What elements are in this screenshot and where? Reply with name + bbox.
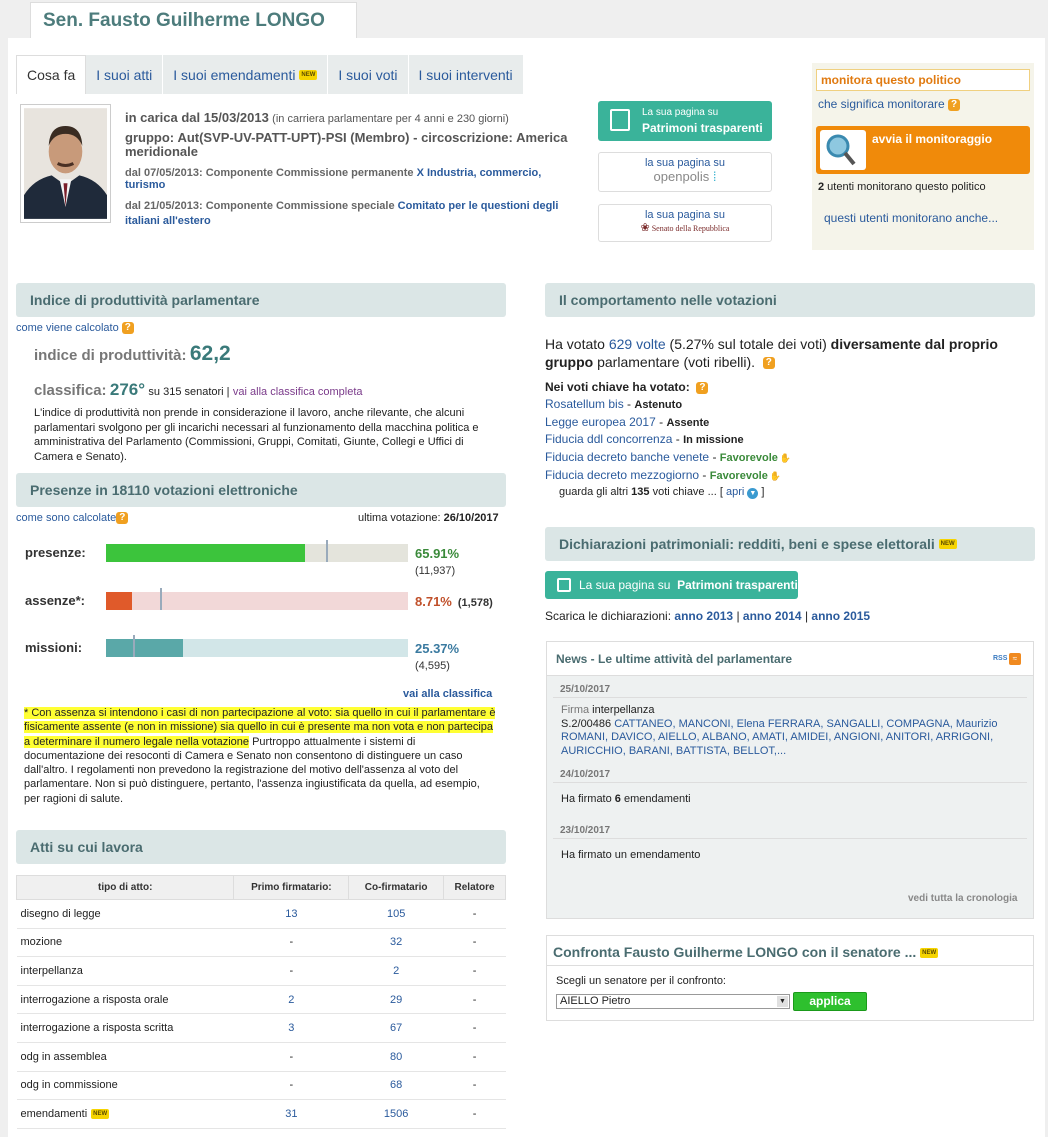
atti-table — [16, 875, 506, 1129]
cell-cofirm[interactable]: 105 — [349, 900, 444, 929]
scarica-row: Scarica le dichiarazioni: anno 2013 | anno 2014 | anno 2015 — [545, 609, 871, 623]
cell-relatore: - — [444, 900, 506, 929]
indice-row — [34, 342, 231, 366]
monitor-count — [818, 181, 986, 193]
dichiarazioni-pt-button[interactable] — [545, 571, 798, 599]
senator-info — [125, 110, 580, 229]
senator-photo — [20, 104, 111, 223]
classifica-row — [34, 380, 363, 400]
help-icon[interactable]: ? — [696, 382, 708, 394]
cell-cofirm[interactable]: 32 — [349, 928, 444, 957]
chevron-down-icon[interactable]: ▼ — [777, 996, 788, 1007]
patrimoni-trasparenti-button[interactable] — [598, 101, 772, 141]
news-item — [547, 698, 1033, 758]
bar-fill — [106, 544, 305, 562]
atti-header: Atti su cui lavora — [16, 830, 506, 864]
new-badge: NEW — [940, 541, 955, 547]
cell-relatore: - — [444, 957, 506, 986]
vai-classifica-link[interactable] — [403, 688, 492, 700]
bar-track — [106, 592, 408, 610]
monitor-help-link[interactable]: che significa monitorare — [818, 97, 945, 111]
page-title: Sen. Fausto Guilherme LONGO — [43, 10, 325, 31]
chiave-item — [545, 397, 791, 415]
bar-count: (1,578) — [457, 597, 493, 609]
table-row — [17, 985, 506, 1014]
bar-label: assenze*: — [25, 593, 85, 608]
summary-text: Ha votato — [545, 336, 609, 352]
chiave-item — [545, 415, 791, 433]
chiave-vote: Astenuto — [634, 399, 683, 411]
table-row — [17, 1100, 506, 1129]
chiave-link[interactable]: Legge europea 2017 — [545, 414, 656, 429]
cell-primo: - — [234, 957, 349, 986]
cronologia-link[interactable]: vedi tutta la cronologia — [908, 893, 1018, 904]
monitor-count-text: utenti monitorano questo politico — [824, 181, 986, 193]
cell-tipo: interrogazione a risposta orale — [17, 985, 234, 1014]
cell-relatore: - — [444, 985, 506, 1014]
news-title: News - Le ultime attività del parlamentare — [556, 652, 793, 666]
comm1-link[interactable]: X Industria, commercio, turismo — [125, 167, 542, 191]
monitor-title: monitora questo politico — [816, 69, 1030, 91]
bar-percent: 25.37% — [415, 641, 460, 656]
col-relatore: Relatore — [444, 876, 506, 900]
comm1-label: dal 07/05/2013: Componente Commissione permanente — [125, 167, 414, 179]
carriera-suffix: ) — [505, 113, 509, 125]
chiave-vote: Favorevole — [709, 469, 768, 482]
applica-button[interactable]: applica — [793, 992, 867, 1011]
news-item: Ha firmato un emendamento — [561, 849, 701, 861]
cell-primo[interactable]: 2 — [234, 985, 349, 1014]
circ-label: - circoscrizione: — [409, 130, 513, 145]
separator: - — [655, 414, 667, 429]
openpolis-button[interactable] — [598, 152, 772, 192]
tab-label: I suoi interventi — [418, 66, 513, 83]
footnote-highlight: * Con assenza si intendono i casi di non partecipazione al voto: sia quello in cui il parlamentare è fisicamente assente (e non in missione) sia quello in cui è presente ma non vota e non partecipa a determinare il numero legale nella votazione — [24, 707, 496, 748]
chiave-vote: Favorevole — [719, 452, 778, 465]
tab-interventi[interactable] — [409, 55, 524, 94]
cell-cofirm[interactable]: 67 — [349, 1014, 444, 1043]
presenze-footnote — [24, 706, 498, 806]
volte-link[interactable]: 629 volte — [608, 336, 666, 352]
pt-big-label: Patrimoni trasparenti — [642, 121, 763, 135]
cell-tipo: odg in assemblea — [17, 1042, 234, 1071]
news-date: 25/10/2017 — [553, 682, 1027, 698]
tab-label: Cosa fa — [27, 67, 76, 83]
classifica-su: su 315 senatori | — [148, 386, 230, 398]
table-row — [17, 1071, 506, 1100]
senato-wordmark: Senato della Repubblica — [651, 224, 730, 233]
come-calcolato-link[interactable]: come viene calcolato — [16, 322, 119, 334]
senato-logo — [599, 221, 771, 234]
dich-pt-label — [579, 578, 798, 592]
classifica-label: classifica: — [34, 382, 107, 399]
cell-cofirm[interactable]: 29 — [349, 985, 444, 1014]
carriera-prefix: (in carriera parlamentare per — [272, 113, 415, 125]
section-tabs — [16, 55, 524, 94]
cell-tipo: emendamenti NEW — [17, 1100, 234, 1129]
confronta-title: Confronta Fausto Guilherme LONGO con il senatore ... — [553, 944, 917, 960]
indice-label: indice di produttività: — [34, 347, 187, 364]
cell-primo: - — [234, 1042, 349, 1071]
ultima-votazione — [358, 512, 499, 524]
chiave-link[interactable]: Fiducia ddl concorrenza — [545, 432, 673, 447]
produttivita-come — [16, 322, 134, 334]
magnifier-icon — [820, 130, 866, 170]
news-date: 23/10/2017 — [553, 823, 1027, 839]
news-item — [547, 783, 1033, 818]
dichiarazioni-header — [545, 527, 1035, 561]
carriera-link[interactable]: 4 anni e 230 giorni — [414, 113, 506, 125]
votazioni-header: Il comportamento nelle votazioni — [545, 283, 1035, 317]
monitor-magnifier-icon — [820, 130, 866, 170]
come-calcolate-link[interactable]: come sono calcolate — [16, 512, 117, 524]
atto-code: S.2/00486 — [561, 717, 615, 730]
separator: - — [672, 432, 684, 447]
comm2-link[interactable]: Comitato per le questioni degli italiani all'estero — [125, 200, 559, 227]
openpolis-logo — [599, 169, 771, 184]
bar-percent: 8.71% (1,578) — [415, 594, 493, 609]
senato-button[interactable] — [598, 204, 772, 242]
cell-primo[interactable]: 3 — [234, 1014, 349, 1043]
ultima-label: ultima votazione: — [358, 512, 441, 524]
chiave-item — [545, 468, 791, 486]
bar-count-row — [415, 658, 450, 672]
cell-tipo: interpellanza — [17, 957, 234, 986]
scarica-label: Scarica le dichiarazioni: — [545, 609, 672, 623]
chiave-link[interactable]: Fiducia decreto mezzogiorno — [545, 467, 700, 482]
senator-title-tab — [30, 2, 357, 38]
confronta-label: Scegli un senatore per il confronto: — [556, 975, 726, 987]
chiave-item — [545, 450, 791, 468]
col-primo: Primo firmatario: — [234, 876, 349, 900]
dichiarazioni-title: Dichiarazioni patrimoniali: redditi, beni e spese elettorali — [559, 536, 935, 552]
cell-relatore: - — [444, 1071, 506, 1100]
atti-header-row — [17, 876, 506, 900]
ultima-value: 26/10/2017 — [443, 512, 499, 524]
bar-count: (11,937) — [415, 565, 456, 577]
confronta-box — [546, 935, 1034, 1021]
bar-label: presenze: — [25, 545, 86, 560]
altri-end: ] — [761, 486, 765, 498]
senatore-select[interactable] — [556, 994, 790, 1009]
chiave-link[interactable]: Rosatellum bis — [545, 397, 624, 411]
average-marker — [160, 588, 162, 610]
help-icon[interactable]: ? — [763, 357, 775, 369]
cell-primo[interactable]: 31 — [234, 1100, 349, 1129]
thumbs-up-icon: ✋ — [779, 453, 792, 464]
box-icon — [610, 109, 630, 131]
cell-relatore: - — [444, 1042, 506, 1071]
indice-value: 62,2 — [189, 342, 231, 365]
classifica-link[interactable]: vai alla classifica completa — [232, 386, 363, 398]
dich-pt-big: Patrimoni trasparenti — [677, 578, 798, 592]
average-marker — [326, 540, 328, 562]
pt-small-label: La sua pagina su — [642, 107, 719, 118]
average-marker — [133, 635, 135, 657]
news-date: 24/10/2017 — [553, 767, 1027, 783]
anno-2013-link[interactable]: anno 2013 — [674, 609, 734, 623]
bar-label: missioni: — [25, 640, 83, 655]
monitor-help — [818, 97, 960, 111]
altri-post: voti chiave ... [ — [652, 486, 723, 498]
new-badge: NEW — [301, 71, 316, 78]
tab-emendamenti[interactable] — [163, 55, 328, 94]
dots-icon: ⁞ — [712, 169, 717, 184]
tab-voti[interactable] — [328, 55, 408, 94]
table-row — [17, 1042, 506, 1071]
presenze-come — [16, 512, 128, 524]
bar-percent: 65.91% — [415, 546, 460, 561]
dich-pt-small: La sua pagina su — [579, 578, 671, 592]
comm2-label: dal 21/05/2013: Componente Commissione speciale — [125, 200, 395, 212]
cell-tipo: odg in commissione — [17, 1071, 234, 1100]
gruppo-label: gruppo: — [125, 130, 175, 145]
chiave-list — [545, 397, 791, 485]
chiave-vote: Assente — [666, 416, 710, 429]
gruppo-link[interactable]: Aut(SVP-UV-PATT-UPT)-PSI (Membro) — [177, 130, 410, 145]
table-row — [17, 957, 506, 986]
anno-2014-link[interactable]: anno 2014 — [742, 609, 802, 623]
anno-2015-link[interactable]: anno 2015 — [811, 609, 871, 623]
news-box — [546, 641, 1034, 919]
table-row — [17, 900, 506, 929]
altri-num: 135 — [631, 486, 650, 498]
chevron-down-icon[interactable]: ▼ — [747, 488, 758, 499]
senatore-selected: AIELLO Pietro — [560, 995, 631, 1007]
produttivita-header: Indice di produttività parlamentare — [16, 283, 506, 317]
thumbs-up-icon: ✋ — [769, 470, 782, 481]
separator: - — [699, 467, 710, 482]
altri-pre: guarda gli altri — [559, 486, 629, 498]
classifica-value: 276° — [109, 380, 146, 399]
new-badge: NEW — [922, 950, 937, 957]
seal-icon: ❀ — [640, 222, 650, 234]
cell-cofirm[interactable]: 1506 — [349, 1100, 444, 1129]
chiave-vote: In missione — [683, 434, 744, 447]
col-tipo: tipo di atto: — [17, 876, 234, 900]
cell-tipo: disegno di legge — [17, 900, 234, 929]
produttivita-note: L'indice di produttività non prende in considerazione il lavoro, anche rilevante, che alcuni parlamentari svolgono per gli incarichi necessari al funzionamento della macchina politica e amministrativa del Parlamento (Commissioni, Gruppi, Comitati, Giunte, Collegi e Uffici di Camera e Senato). — [34, 407, 479, 463]
chiave-title — [545, 380, 708, 394]
cofirmatari-links[interactable]: CATTANEO, MANCONI, Elena FERRARA, SANGALLI, COMPAGNA, Maurizio ROMANI, DAVICO, AIELLO, ALBANO, AMATI, AMIDEI, ANGIONI, ANITORI, ARRIGONI, AURICCHIO, BARANI, BATTISTA, BELLOT,... — [561, 717, 998, 757]
table-row — [17, 1014, 506, 1043]
votazioni-summary — [545, 335, 1025, 371]
footnote-rest: Purtroppo attualmente i sistemi di documentazione dei resoconti di Camera e Senato non consentono di distinguere un caso dall'altro. I regolamenti non prevedono la registrazione del motivo dell'assenza al voto del parlamentare. Non si può distinguere, pertanto, l'assenza ingiustificata da quella, ad esempio, per ragioni di salute. — [24, 735, 480, 805]
sen-small-label: la sua pagina su — [644, 209, 726, 221]
new-badge: NEW — [93, 1111, 108, 1118]
bar-count-row — [415, 563, 455, 577]
cell-relatore: - — [444, 1100, 506, 1129]
op-small-label: la sua pagina su — [644, 157, 726, 169]
summary-text: parlamentare (voti ribelli). — [593, 354, 756, 370]
cell-relatore: - — [444, 928, 506, 957]
chiave-title-label: Nei voti chiave ha votato: — [545, 380, 690, 394]
news-header — [547, 642, 1033, 676]
help-icon[interactable]: ? — [948, 99, 960, 111]
firma-label: Firma — [561, 704, 590, 716]
start-monitoring-label: avvia il monitoraggio — [872, 132, 993, 146]
summary-bold: diversamente dal proprio gruppo — [545, 336, 998, 370]
cell-primo: - — [234, 928, 349, 957]
incarica-label: in carica dal 15/03/2013 — [125, 110, 269, 125]
tab-label: I suoi voti — [338, 66, 398, 83]
chiave-item — [545, 432, 791, 450]
help-icon[interactable]: ? — [116, 512, 128, 524]
box-icon — [557, 578, 571, 592]
cell-cofirm[interactable]: 80 — [349, 1042, 444, 1071]
vai-classifica-label: vai alla classifica — [403, 688, 493, 700]
bar-fill — [106, 639, 183, 657]
chiave-link[interactable]: Fiducia decreto banche venete — [545, 450, 710, 465]
cell-tipo: mozione — [17, 928, 234, 957]
rss-icon[interactable]: ≈ — [1009, 653, 1021, 665]
rss-label[interactable]: RSS — [993, 655, 1008, 662]
news-text: emendamenti — [620, 793, 691, 805]
summary-text: (5.27% sul totale dei voti) — [665, 336, 831, 352]
portrait-image — [24, 108, 107, 219]
col-cofirm: Co-firmatario — [349, 876, 444, 900]
help-icon[interactable]: ? — [122, 322, 134, 334]
circ-link[interactable]: America meridionale — [125, 130, 568, 159]
monitor-also-link[interactable]: questi utenti monitorano anche... — [824, 211, 999, 225]
cell-primo[interactable]: 13 — [234, 900, 349, 929]
separator: - — [623, 397, 635, 411]
cell-relatore: - — [444, 1014, 506, 1043]
tab-label: I suoi atti — [96, 66, 153, 83]
bar-count: (4,595) — [415, 660, 450, 672]
apri-link[interactable]: apri — [725, 486, 745, 498]
tab-label: I suoi emendamenti — [173, 66, 296, 83]
cell-tipo: interrogazione a risposta scritta — [17, 1014, 234, 1043]
cell-cofirm[interactable]: 68 — [349, 1071, 444, 1100]
tab-cosa-fa[interactable] — [16, 55, 86, 94]
news-text: Ha firmato — [561, 793, 615, 805]
monitor-count-number: 2 — [818, 181, 825, 193]
firma-rest: interpellanza — [589, 704, 655, 716]
separator: - — [709, 450, 720, 465]
tab-atti[interactable] — [86, 55, 163, 94]
monitor-box — [812, 63, 1034, 250]
openpolis-wordmark: openpolis — [653, 169, 710, 184]
start-monitoring-button[interactable] — [816, 126, 1030, 174]
confronta-header — [547, 936, 1033, 966]
cell-cofirm[interactable]: 2 — [349, 957, 444, 986]
cell-primo: - — [234, 1071, 349, 1100]
presenze-header: Presenze in 18110 votazioni elettroniche — [16, 473, 506, 507]
bar-fill — [106, 592, 132, 610]
table-row — [17, 928, 506, 957]
news-num: 6 — [614, 793, 621, 805]
altri-voti — [559, 486, 764, 499]
